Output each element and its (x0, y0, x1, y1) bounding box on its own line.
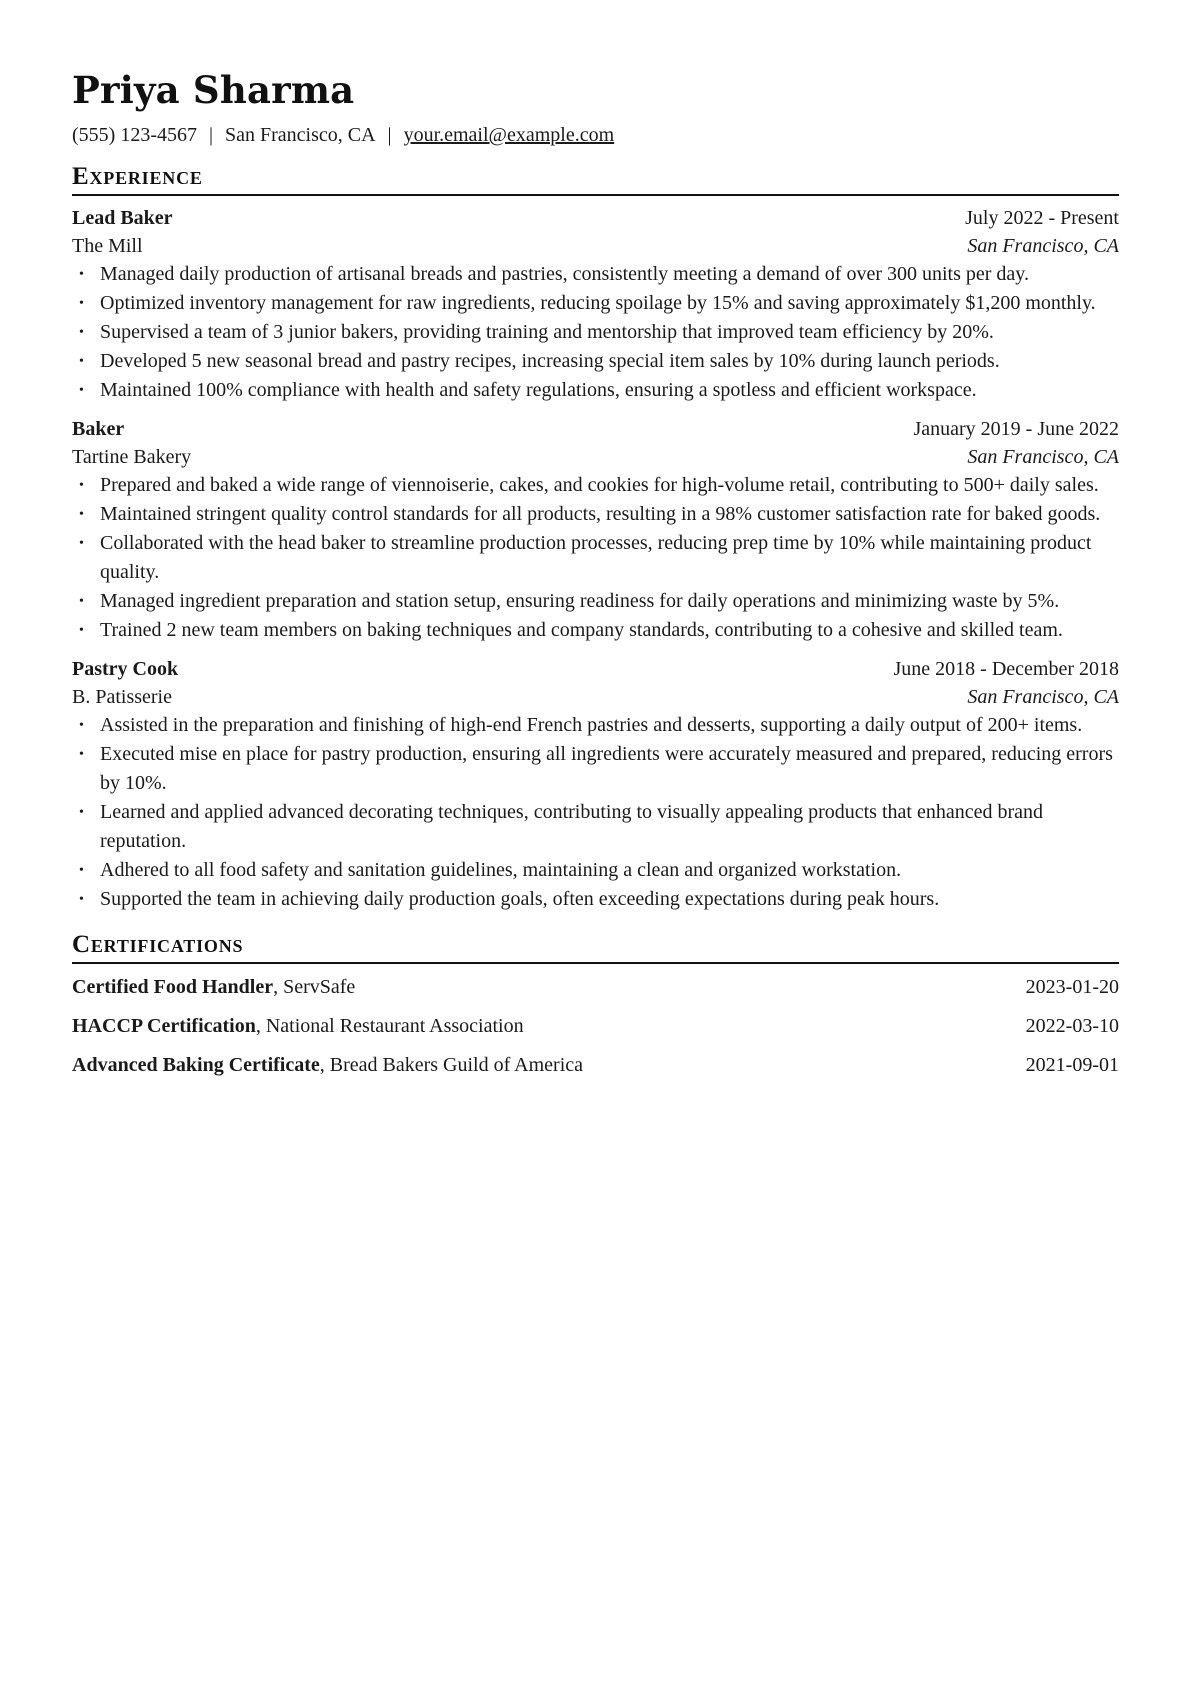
certification-issuer: , Bread Bakers Guild of America (319, 1054, 584, 1076)
phone-number: (555) 123-4567 (72, 124, 197, 146)
certification-entry (72, 1012, 524, 1040)
list-item (72, 885, 1119, 914)
bullet-icon: • (79, 718, 84, 733)
list-item (72, 798, 1119, 856)
bullet-text: Managed daily production of artisanal breads and pastries, consistently meeting a demand of over 300 units per day. (100, 263, 1029, 285)
bullet-text: Maintained 100% compliance with health and safety regulations, ensuring a spotless and efficient workspace. (100, 379, 977, 401)
bullet-icon: • (79, 805, 84, 820)
job-entry (72, 655, 1119, 914)
list-item (72, 529, 1119, 587)
bullet-icon: • (79, 594, 84, 609)
list-item (72, 500, 1119, 529)
bullet-text: Optimized inventory management for raw ingredients, reducing spoilage by 15% and saving approximately $1,200 monthly. (100, 292, 1096, 314)
bullet-icon: • (79, 325, 84, 340)
certification-issuer: , National Restaurant Association (255, 1015, 524, 1037)
contact-separator: | (208, 124, 213, 146)
job-entry (72, 415, 1119, 645)
bullet-text: Developed 5 new seasonal bread and pastry recipes, increasing special item sales by 10% during launch periods. (100, 350, 1000, 372)
job-dates: June 2018 - December 2018 (893, 658, 1119, 680)
certification-name: Advanced Baking Certificate (72, 1054, 320, 1076)
list-item (72, 318, 1119, 347)
job-bullets (72, 260, 1119, 405)
bullet-icon: • (79, 892, 84, 907)
candidate-name: Priya Sharma (72, 68, 355, 112)
list-item (72, 856, 1119, 885)
certification-issuer: , ServSafe (273, 976, 356, 998)
bullet-icon: • (79, 267, 84, 282)
bullet-text: Prepared and baked a wide range of viennoiserie, cakes, and cookies for high-volume retail, contributing to 500+ daily sales. (100, 474, 1099, 496)
bullet-text: Executed mise en place for pastry production, ensuring all ingredients were accurately measured and prepared, reducing errors by 10%. (100, 743, 1113, 794)
certification-row (72, 1012, 1119, 1040)
list-item (72, 616, 1119, 645)
company-name: Tartine Bakery (72, 446, 192, 468)
job-title: Lead Baker (72, 207, 173, 229)
bullet-icon: • (79, 863, 84, 878)
job-dates: January 2019 - June 2022 (913, 418, 1119, 440)
bullet-text: Collaborated with the head baker to streamline production processes, reducing prep time by 10% while maintaining product quality. (100, 532, 1092, 583)
company-name: The Mill (72, 235, 143, 257)
certification-date: 2023-01-20 (1025, 976, 1119, 998)
list-item (72, 587, 1119, 616)
certification-name: Certified Food Handler (72, 976, 274, 998)
bullet-icon: • (79, 296, 84, 311)
bullet-icon: • (79, 478, 84, 493)
job-location: San Francisco, CA (967, 235, 1119, 257)
company-name: B. Patisserie (72, 686, 172, 708)
job-bullets (72, 471, 1119, 645)
job-location: San Francisco, CA (967, 686, 1119, 708)
bullet-icon: • (79, 507, 84, 522)
job-entry (72, 204, 1119, 405)
list-item (72, 740, 1119, 798)
job-title: Baker (72, 418, 125, 440)
certifications-list (72, 973, 1119, 1079)
bullet-text: Supported the team in achieving daily production goals, often exceeding expectations during peak hours. (100, 888, 940, 910)
list-item (72, 260, 1119, 289)
list-item (72, 376, 1119, 405)
bullet-text: Adhered to all food safety and sanitation guidelines, maintaining a clean and organized workstation. (100, 859, 902, 881)
list-item (72, 711, 1119, 740)
contact-separator: | (387, 124, 392, 146)
bullet-text: Maintained stringent quality control standards for all products, resulting in a 98% customer satisfaction rate for baked goods. (100, 503, 1101, 525)
list-item (72, 471, 1119, 500)
job-title: Pastry Cook (72, 658, 179, 680)
bullet-icon: • (79, 747, 84, 762)
bullet-text: Learned and applied advanced decorating techniques, contributing to visually appealing products that enhanced brand reputation. (100, 801, 1043, 852)
certification-row (72, 1051, 1119, 1079)
bullet-text: Supervised a team of 3 junior bakers, providing training and mentorship that improved team efficiency by 20%. (100, 321, 994, 343)
contact-location: San Francisco, CA (225, 124, 376, 146)
contact-line (72, 122, 1119, 148)
email-link[interactable]: your.email@example.com (403, 124, 615, 146)
bullet-text: Managed ingredient preparation and station setup, ensuring readiness for daily operations and minimizing waste by 5%. (100, 590, 1060, 612)
list-item (72, 347, 1119, 376)
bullet-text: Assisted in the preparation and finishing of high-end French pastries and desserts, supporting a daily output of 200+ items. (100, 714, 1083, 736)
certification-row (72, 973, 1119, 1001)
bullet-icon: • (79, 623, 84, 638)
list-item (72, 289, 1119, 318)
job-dates: July 2022 - Present (965, 207, 1119, 229)
certification-date: 2022-03-10 (1025, 1015, 1119, 1037)
job-bullets (72, 711, 1119, 914)
certification-name: HACCP Certification (72, 1015, 256, 1037)
bullet-icon: • (79, 354, 84, 369)
certification-entry (72, 1051, 583, 1079)
section-heading-experience: Experience (72, 162, 1119, 196)
section-heading-certifications: Certifications (72, 930, 1119, 964)
bullet-icon: • (79, 536, 84, 551)
job-location: San Francisco, CA (967, 446, 1119, 468)
certification-date: 2021-09-01 (1025, 1054, 1119, 1076)
certification-entry (72, 973, 355, 1001)
bullet-text: Trained 2 new team members on baking techniques and company standards, contributing to a cohesive and skilled team. (100, 619, 1063, 641)
bullet-icon: • (79, 383, 84, 398)
